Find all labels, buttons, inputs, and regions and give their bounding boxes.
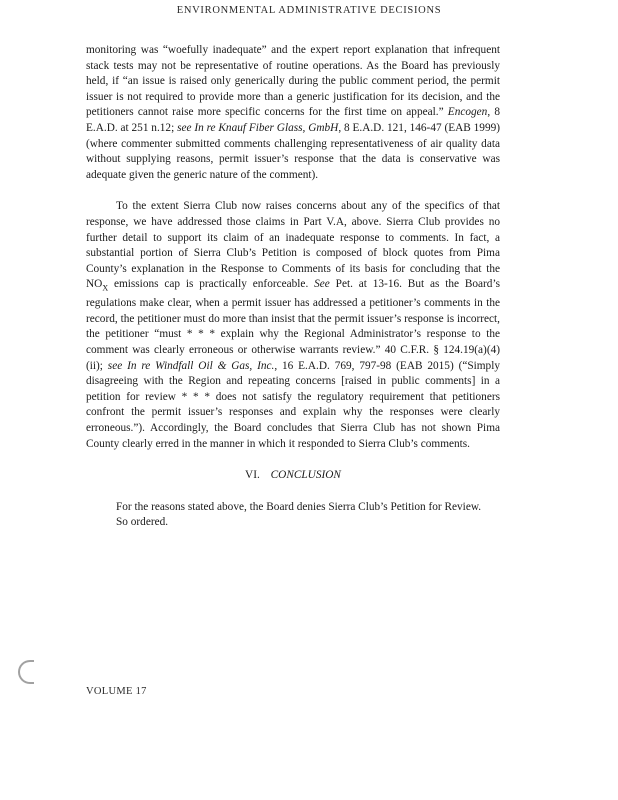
running-head: ENVIRONMENTAL ADMINISTRATIVE DECISIONS <box>176 5 442 16</box>
section-heading <box>86 468 500 484</box>
paragraph-continuation <box>86 43 500 183</box>
body-text <box>86 43 500 531</box>
volume-footer: VOLUME 17 <box>86 686 147 697</box>
paragraph-segment: , 8 E.A.D. at 251 n.12; <box>86 106 500 134</box>
conclusion-paragraph: For the reasons stated above, the Board denies Sierra Club’s Petition for Review. <box>116 500 482 513</box>
closing-line: So ordered. <box>116 516 169 529</box>
paragraph-segment: emissions cap is practically enforceable. <box>108 278 315 291</box>
paragraph-segment: X <box>102 283 109 293</box>
paragraph-segment: , 8 E.A.D. 121, 146-47 (EAB 1999) (where commenter submitted comments challenging representativeness of air quality data without supplying reasons, permit issuer’s response that the data is conservative was adequate given the generic nature of the comment). <box>86 121 501 181</box>
paragraph-segment: see In re Knauf Fiber Glass, GmbH <box>177 121 339 134</box>
margin-bracket-mark <box>18 660 34 684</box>
section-title: CONCLUSION <box>270 469 341 482</box>
paragraph-response-to-comments <box>86 199 500 452</box>
paragraph-segment: Encogen <box>447 106 488 119</box>
paragraph-segment: monitoring was “woefully inadequate” and the expert report explanation that infrequent stack tests may not be representative of routine operations. As the Board has previously held, if “an issue is raised only generically during the public comment period, the permit issuer is not required to provide more than a generic justification for its decision, and the petitioners cannot raise more specific concerns for the first time on appeal.” <box>86 44 500 119</box>
paragraph-segment: , 16 E.A.D. 769, 797-98 (EAB 2015) (“Simply disagreeing with the Region and repeating concerns [raised in public comments] in a petition for review * * * does not satisfy the regulatory requirement that petitioners confront the permit issuer’s responses and explain why the responses were clearly erroneous.”). Accordingly, the Board concludes that Sierra Club has not shown Pima County clearly erred in the manner in which it responded to Sierra Club’s comments. <box>86 359 500 450</box>
paragraph-segment: See <box>314 278 330 291</box>
paragraph-segment: To the extent Sierra Club now raises concerns about any of the specifics of that response, we have addressed those claims in Part V.A, above. Sierra Club provides no further detail to support its claim of an inadequate response to comments. In fact, a substantial portion of Sierra Club’s Petition is composed of block quotes from Pima County’s explanation in the Response to Comments of its basis for concluding that the NO <box>86 200 500 291</box>
paragraph-segment: see In re Windfall Oil & Gas, Inc. <box>107 359 275 372</box>
paragraph-segment: Pet. at 13-16. But as the Board’s regulations make clear, when a permit issuer has addressed a petitioner’s comments in the record, the petitioner must do more than insist that the permit issuer’s response is incorrect, the petitioner “must * * * explain why the Regional Administrator’s response to the comment was clearly erroneous or otherwise warrants review.” 40 C.F.R. § 124.19(a)(4)(ii); <box>86 278 500 372</box>
section-number: VI. <box>245 469 260 482</box>
